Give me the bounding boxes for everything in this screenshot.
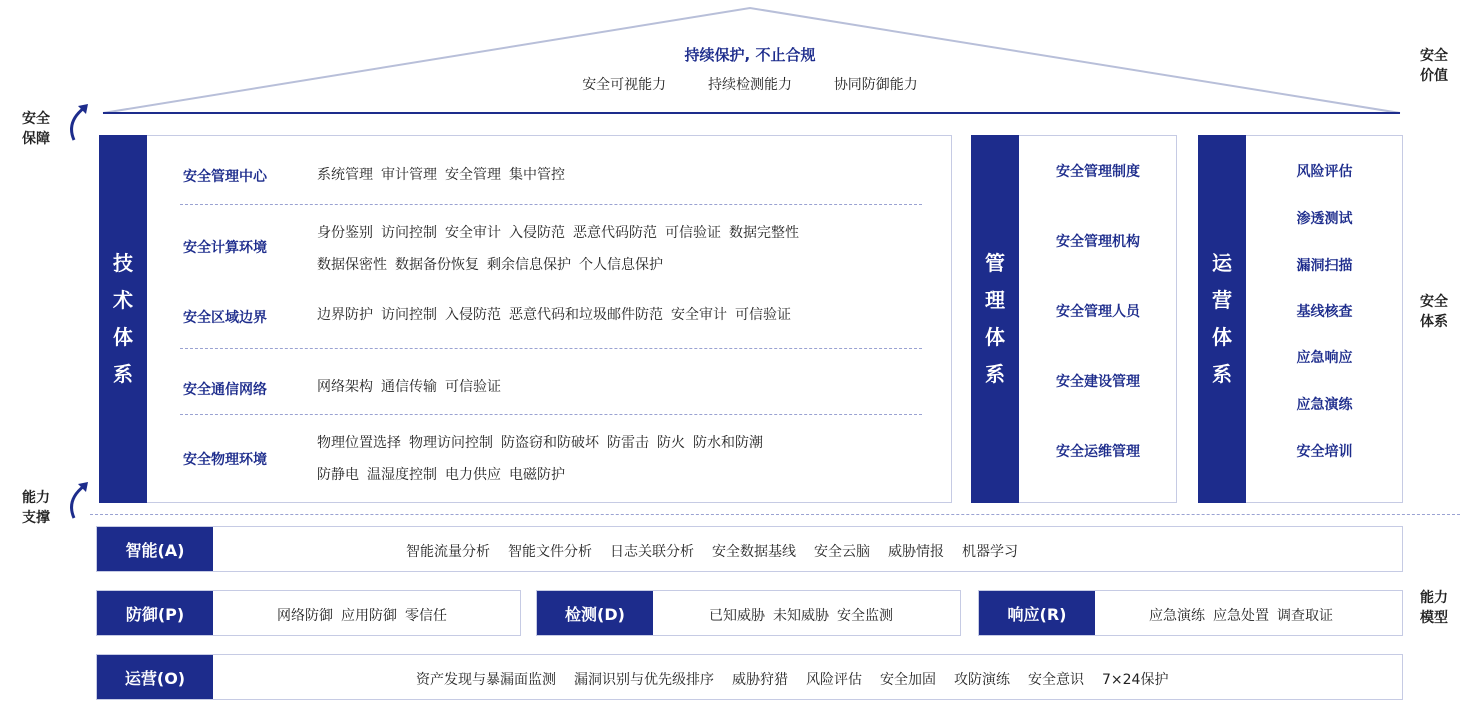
capability-items: 智能流量分析 智能文件分析 日志关联分析 安全数据基线 安全云脑 威胁情报 机器学习 xyxy=(406,544,1018,560)
side-label-security-guarantee: 安全 保障 xyxy=(22,111,50,147)
capability-tag: 响应(R) xyxy=(979,591,1095,635)
row-divider xyxy=(180,204,922,205)
ops-item: 应急演练 xyxy=(1296,397,1353,413)
row-divider xyxy=(180,414,922,415)
tech-row-items: 物理位置选择 物理访问控制 防盗窃和防破坏 防雷击 防火 防水和防潮 防静电 温湿度控制 电力供应 电磁防护 xyxy=(317,435,763,483)
curved-arrow-icon xyxy=(64,100,94,146)
side-label-capability-support: 能力 支撑 xyxy=(22,490,50,526)
capability-items: 已知威胁 未知威胁 安全监测 xyxy=(709,608,893,624)
tech-row-items: 网络架构 通信传输 可信验证 xyxy=(317,379,501,395)
roof-subtitles xyxy=(450,74,1050,94)
ops-item: 安全培训 xyxy=(1296,444,1353,460)
mgmt-item: 安全建设管理 xyxy=(1056,374,1140,390)
capability-tag: 防御(P) xyxy=(97,591,213,635)
capability-tag: 运营(O) xyxy=(97,655,213,699)
ops-items xyxy=(1247,136,1402,502)
mgmt-items xyxy=(1020,136,1176,502)
capability-tag: 智能(A) xyxy=(97,527,213,571)
tech-row-label: 安全计算环境 xyxy=(183,240,267,256)
capability-operation xyxy=(96,654,1403,700)
side-label-security-system: 安全 体系 xyxy=(1420,294,1448,330)
tech-row-label: 安全通信网络 xyxy=(183,382,267,398)
capability-detection xyxy=(536,590,961,636)
tech-system-title: 技 术 体 系 xyxy=(99,135,147,503)
capability-intelligence xyxy=(96,526,1403,572)
capability-defense xyxy=(96,590,521,636)
roof-subtitle: 安全可视能力 xyxy=(582,77,667,93)
ops-item: 漏洞扫描 xyxy=(1296,258,1353,274)
section-divider xyxy=(90,514,1460,515)
tech-row-label: 安全物理环境 xyxy=(183,452,267,468)
tech-row-items: 身份鉴别 访问控制 安全审计 入侵防范 恶意代码防范 可信验证 数据完整性 数据保密性 数据备份恢复 剩余信息保护 个人信息保护 xyxy=(317,225,799,273)
curved-arrow-icon xyxy=(64,478,94,524)
roof-outline xyxy=(0,0,1472,130)
ops-system-title: 运 营 体 系 xyxy=(1198,135,1246,503)
tech-row-items: 边界防护 访问控制 入侵防范 恶意代码和垃圾邮件防范 安全审计 可信验证 xyxy=(317,307,791,323)
row-divider xyxy=(180,348,922,349)
mgmt-item: 安全管理制度 xyxy=(1056,164,1140,180)
mgmt-item: 安全管理机构 xyxy=(1056,234,1140,250)
capability-items: 网络防御 应用防御 零信任 xyxy=(277,608,447,624)
side-label-capability-model: 能力 模型 xyxy=(1420,590,1448,626)
ops-item: 风险评估 xyxy=(1296,164,1353,180)
capability-tag: 检测(D) xyxy=(537,591,653,635)
mgmt-item: 安全管理人员 xyxy=(1056,304,1140,320)
side-label-security-value: 安全 价值 xyxy=(1420,48,1448,84)
capability-items: 应急演练 应急处置 调查取证 xyxy=(1149,608,1333,624)
mgmt-system-title: 管 理 体 系 xyxy=(971,135,1019,503)
capability-response xyxy=(978,590,1403,636)
tech-row-items: 系统管理 审计管理 安全管理 集中管控 xyxy=(317,167,565,183)
ops-item: 渗透测试 xyxy=(1296,211,1353,227)
ops-item: 应急响应 xyxy=(1296,350,1353,366)
tech-row-label: 安全区域边界 xyxy=(183,310,267,326)
roof-subtitle: 持续检测能力 xyxy=(708,77,792,93)
ops-item: 基线核查 xyxy=(1296,304,1353,320)
roof-title: 持续保护, 不止合规 xyxy=(684,46,816,64)
mgmt-item: 安全运维管理 xyxy=(1056,444,1140,460)
roof-title-wrap xyxy=(450,44,1050,65)
capability-items: 资产发现与暴漏面监测 漏洞识别与优先级排序 威胁狩猎 风险评估 安全加固 攻防演练 安全意识 7×24保护 xyxy=(416,672,1169,688)
tech-row-label: 安全管理中心 xyxy=(183,169,267,185)
roof-subtitle: 协同防御能力 xyxy=(833,77,918,93)
